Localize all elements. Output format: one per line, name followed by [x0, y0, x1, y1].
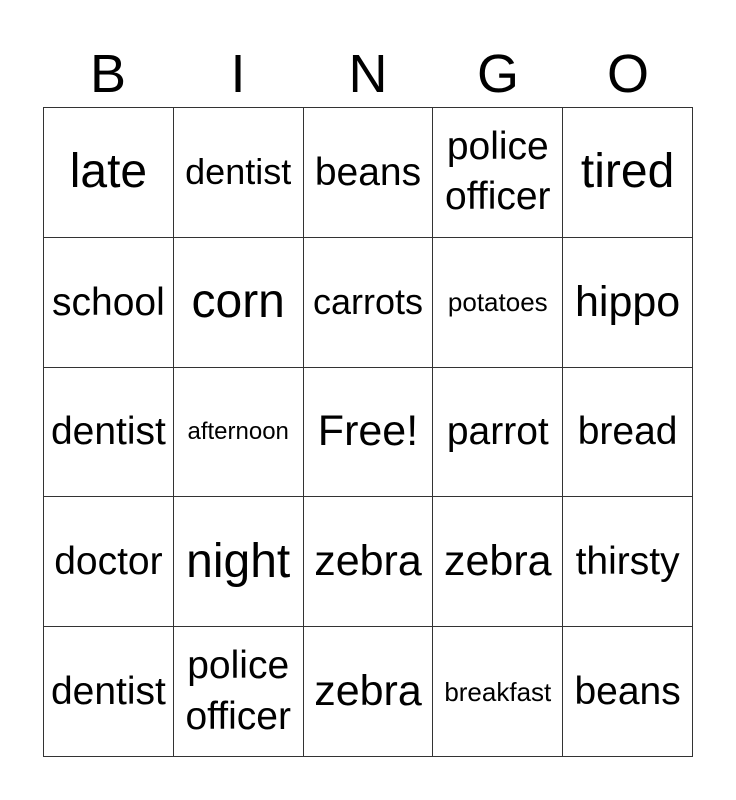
cell-label: breakfast	[444, 676, 552, 707]
header-letter-g: G	[476, 44, 519, 104]
cell-label: carrots	[312, 281, 423, 323]
bingo-cell[interactable]	[433, 497, 563, 627]
header-letter-n: N	[348, 44, 388, 104]
bingo-cell[interactable]	[174, 497, 304, 627]
free-space-label: Free!	[317, 407, 419, 456]
cell-label: tired	[580, 145, 675, 199]
bingo-cell[interactable]	[304, 627, 434, 757]
cell-label: dentist	[185, 151, 292, 193]
header-letter-i: I	[230, 44, 246, 104]
bingo-cell[interactable]	[44, 108, 174, 238]
cell-label: late	[69, 145, 148, 199]
cell-label: bread	[577, 410, 678, 454]
bingo-cell[interactable]	[563, 627, 693, 757]
bingo-cell[interactable]	[563, 368, 693, 498]
bingo-cell[interactable]	[44, 497, 174, 627]
cell-label: hippo	[574, 277, 681, 326]
free-space-cell[interactable]	[304, 368, 434, 498]
cell-label: zebra	[314, 537, 422, 586]
bingo-cell[interactable]	[563, 238, 693, 368]
bingo-cell[interactable]	[304, 108, 434, 238]
cell-label: afternoon	[187, 417, 289, 445]
bingo-cell[interactable]	[44, 238, 174, 368]
bingo-cell[interactable]	[433, 627, 563, 757]
cell-label: school	[52, 280, 165, 324]
header-letter-b: B	[89, 44, 127, 104]
bingo-cell[interactable]	[44, 627, 174, 757]
bingo-cell[interactable]	[44, 368, 174, 498]
bingo-cell[interactable]	[174, 108, 304, 238]
bingo-cell[interactable]	[174, 368, 304, 498]
bingo-cell[interactable]	[433, 108, 563, 238]
bingo-cell[interactable]	[304, 238, 434, 368]
bingo-cell[interactable]	[174, 238, 304, 368]
cell-label: thirsty	[575, 540, 680, 584]
bingo-cell[interactable]	[563, 108, 693, 238]
bingo-cell[interactable]	[304, 497, 434, 627]
cell-label: potatoes	[447, 287, 548, 318]
bingo-cell[interactable]	[433, 238, 563, 368]
cell-label: zebra	[314, 667, 422, 716]
bingo-cell[interactable]	[433, 368, 563, 498]
bingo-cell[interactable]	[174, 627, 304, 757]
cell-label: night	[186, 534, 291, 588]
cell-label: police officer	[185, 643, 291, 738]
cell-label: zebra	[444, 537, 552, 586]
bingo-card	[43, 107, 693, 757]
cell-label: beans	[314, 150, 422, 194]
cell-label: dentist	[50, 670, 166, 714]
cell-label: dentist	[50, 410, 166, 454]
bingo-cell[interactable]	[563, 497, 693, 627]
cell-label: doctor	[54, 540, 163, 584]
bingo-header	[43, 40, 693, 108]
cell-label: parrot	[446, 410, 549, 454]
header-letter-o: O	[606, 44, 649, 104]
cell-label: corn	[191, 275, 285, 329]
cell-label: beans	[574, 670, 681, 714]
cell-label: police officer	[445, 124, 551, 219]
